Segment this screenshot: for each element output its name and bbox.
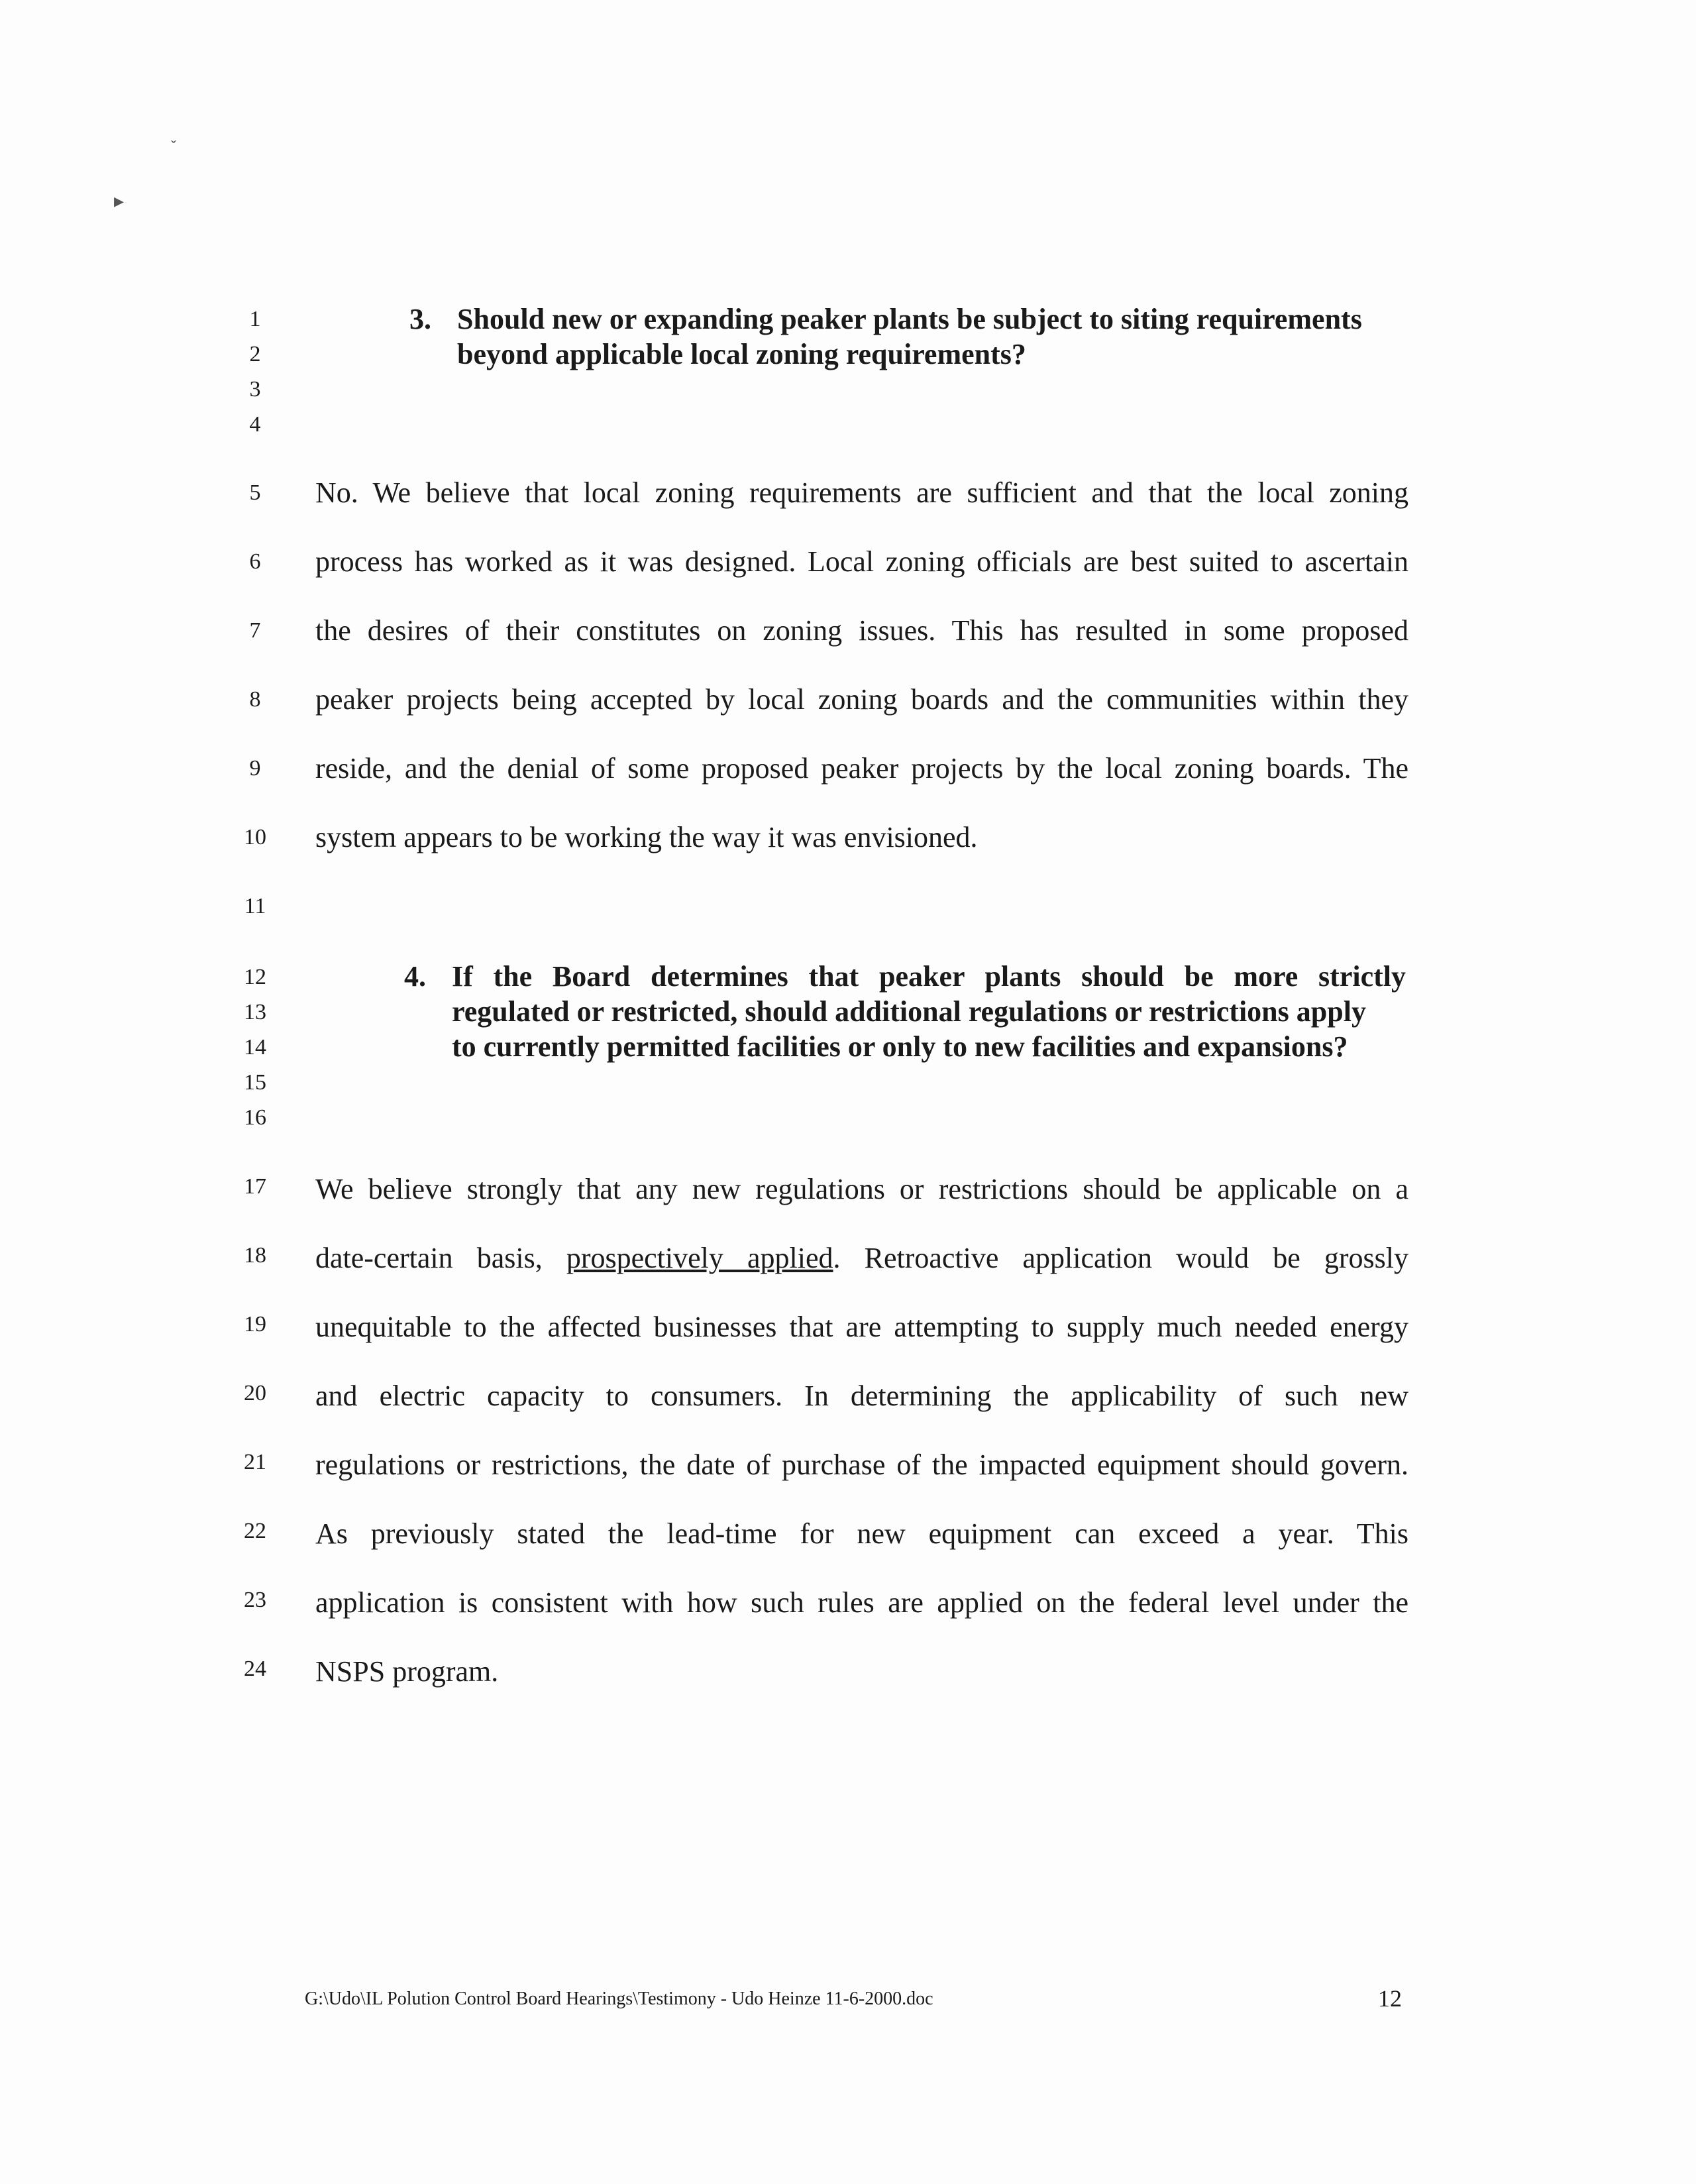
underlined-emphasis: prospectively applied [566,1242,833,1274]
answer-4-line: We believe strongly that any new regulations or restrictions should be applicable on a [315,1173,1408,1205]
answer-3-line: process has worked as it was designed. Local zoning officials are best suited to ascertain [315,545,1408,578]
question-4-line: to currently permitted facilities or only to new facilities and expansions? [452,1030,1348,1063]
answer-3-line: the desires of their constitutes on zoning issues. This has resulted in some proposed [315,614,1408,647]
line-number: 20 [244,1381,266,1405]
line-number: 17 [244,1174,266,1199]
line-number: 23 [244,1588,266,1612]
line-number: 5 [249,480,261,505]
footer-file-path: G:\Udo\IL Polution Control Board Hearings\Testimony - Udo Heinze 11-6-2000.doc [305,1989,933,2009]
scan-speck-mark: ▸ [114,190,125,212]
answer-4-line: As previously stated the lead-time for new equipment can exceed a year. This [315,1517,1408,1550]
line-number: 7 [249,618,261,643]
answer-4-line: NSPS program. [315,1655,499,1688]
answer-4-line: application is consistent with how such rules are applied on the federal level under the [315,1586,1408,1619]
line-number: 18 [244,1243,266,1268]
line-number: 12 [244,965,266,989]
line-number: 10 [244,825,266,849]
question-4-line: 4. If the Board determines that peaker plants should be more strictly [404,960,1406,993]
line-number: 24 [244,1657,266,1681]
page-number: 12 [1378,1985,1402,2012]
question-4-number: 4. [404,960,426,993]
answer-3-line: peaker projects being accepted by local zoning boards and the communities within they [315,683,1408,716]
line-number: 6 [249,549,261,574]
answer-4-line: unequitable to the affected businesses that are attempting to supply much needed energy [315,1311,1408,1343]
line-number: 2 [249,342,261,366]
line-number: 14 [244,1035,266,1060]
answer-3-line: No. We believe that local zoning requirements are sufficient and that the local zoning [315,476,1408,509]
answer-4-line: and electric capacity to consumers. In determining the applicability of such new [315,1380,1408,1412]
line-number: 4 [249,412,261,437]
line-number: 3 [249,377,261,402]
line-number: 9 [249,756,261,781]
line-number: 8 [249,687,261,712]
question-3-line: 3. Should new or expanding peaker plants be subject to siting requirements [409,303,1362,335]
question-3-number: 3. [409,303,431,335]
line-number: 11 [244,894,266,918]
question-3-line: beyond applicable local zoning requirements? [457,338,1026,370]
line-number: 16 [244,1105,266,1130]
line-number: 21 [244,1450,266,1474]
line-number: 15 [244,1070,266,1095]
question-4-line: regulated or restricted, should additional regulations or restrictions apply [452,995,1366,1028]
answer-3-line: reside, and the denial of some proposed peaker projects by the local zoning boards. The [315,752,1408,785]
answer-4-line: date-certain basis, prospectively applied. Retroactive application would be grossly [315,1242,1409,1274]
line-number: 1 [249,307,261,331]
answer-3-line: system appears to be working the way it was envisioned. [315,821,978,853]
line-number: 19 [244,1312,266,1337]
answer-4-line: regulations or restrictions, the date of purchase of the impacted equipment should govern. [315,1448,1408,1481]
line-number: 13 [244,1000,266,1024]
scan-speck-mark: ˇ [171,138,176,156]
line-number: 22 [244,1519,266,1543]
